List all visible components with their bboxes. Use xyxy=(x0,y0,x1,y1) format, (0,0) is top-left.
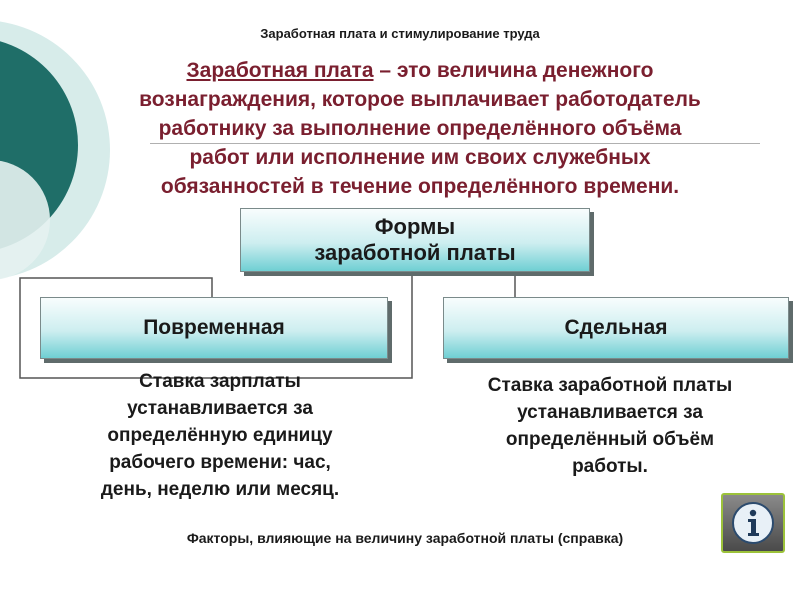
definition-divider xyxy=(150,143,760,144)
definition-line-4: работ или исполнение им своих служебных xyxy=(189,146,651,169)
definition-term: Заработная плата xyxy=(186,59,374,82)
info-button[interactable] xyxy=(721,493,785,553)
piecework-label: Сдельная xyxy=(564,316,668,339)
definition-text xyxy=(60,56,780,201)
piecework-box xyxy=(443,297,789,359)
forms-root-box xyxy=(240,208,590,272)
info-icon xyxy=(731,501,775,545)
definition-line-1: Заработная плата – это величина денежного xyxy=(186,59,654,82)
definition-line-2: вознаграждения, которое выплачивает работодатель xyxy=(139,88,701,111)
time-based-description: Ставка зарплаты устанавливается за определённую единицу рабочего времени: час, день, неделю или месяц. xyxy=(100,371,340,500)
forms-root-line-2: заработной платы xyxy=(314,240,516,265)
slide-header: Заработная плата и стимулирование труда xyxy=(260,26,540,41)
forms-root-line-1: Формы xyxy=(374,214,456,239)
factors-reference-link[interactable]: Факторы, влияющие на величину заработной платы (справка) xyxy=(186,530,624,546)
time-based-label: Повременная xyxy=(143,316,285,339)
piecework-description: Ставка заработной платы устанавливается за определённый объём работы. xyxy=(487,375,733,477)
definition-line-5: обязанностей в течение определённого времени. xyxy=(160,175,680,198)
time-based-box xyxy=(40,297,388,359)
definition-line-3: работнику за выполнение определённого объёма xyxy=(158,117,682,140)
